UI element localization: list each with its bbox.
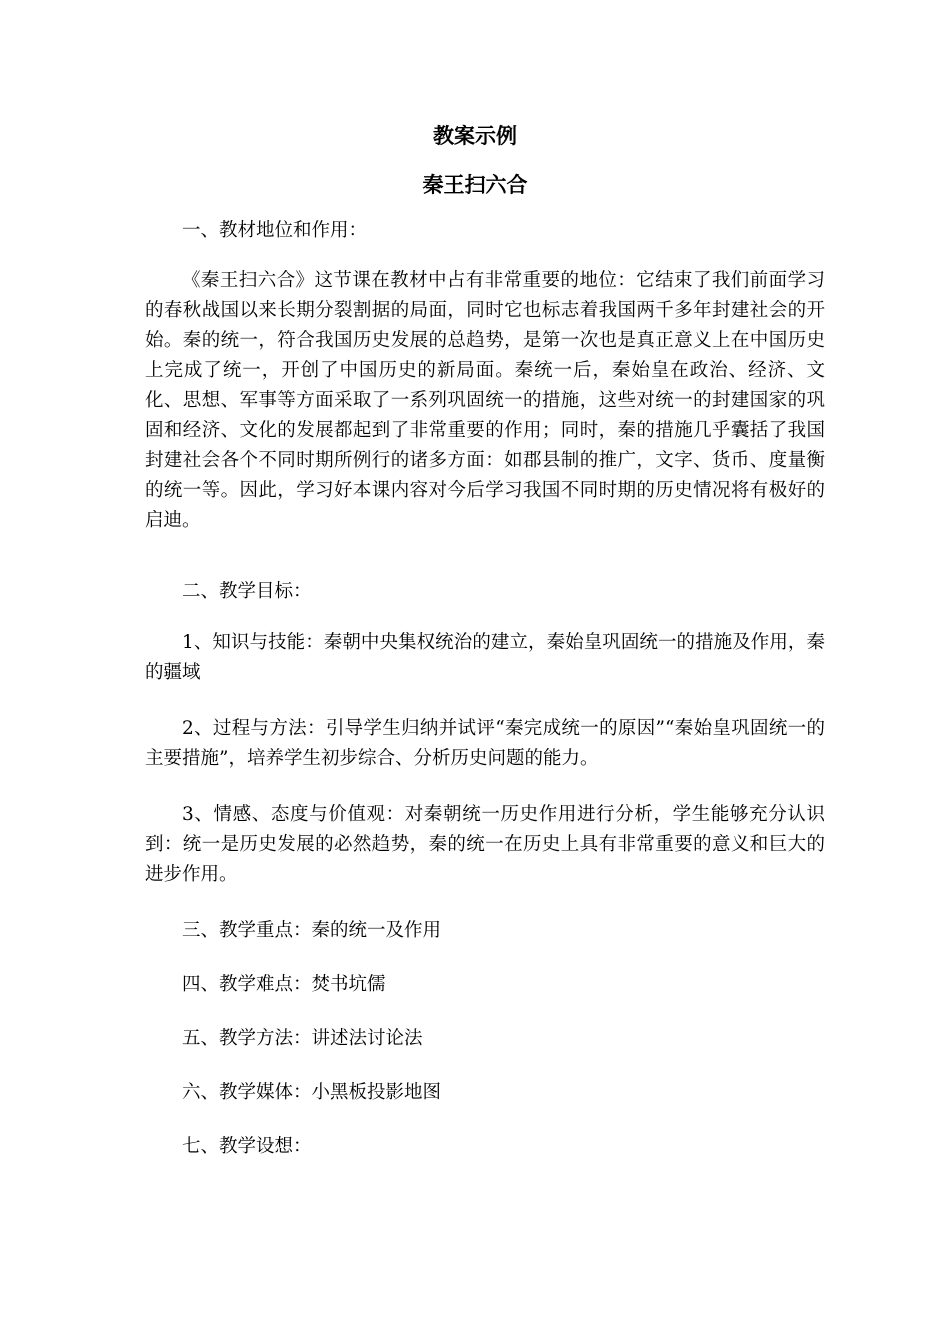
lesson-title: 秦王扫六合: [422, 173, 528, 197]
goal-knowledge: 1、知识与技能：秦朝中央集权统治的建立，秦始皇巩固统一的措施及作用，秦的疆域: [145, 632, 825, 683]
section-method: 五、教学方法：讲述法讨论法: [182, 1028, 423, 1049]
goal-process: 2、过程与方法：引导学生归纳并试评“秦完成统一的原因”“秦始皇巩固统一的主要措施”，培养学生初步综合、分析历史问题的能力。: [145, 718, 825, 769]
section-plan: 七、教学设想：: [182, 1136, 312, 1157]
goal-emotion: 3、情感、态度与价值观：对秦朝统一历史作用进行分析，学生能够充分认识到：统一是历史发展的必然趋势，秦的统一在历史上具有非常重要的意义和巨大的进步作用。: [145, 804, 825, 885]
document-title: 教案示例: [433, 124, 517, 148]
section-difficulty: 四、教学难点：焚书坑儒: [182, 974, 386, 995]
section-media: 六、教学媒体：小黑板投影地图: [182, 1082, 442, 1103]
section-heading-materials: 一、教材地位和作用：: [182, 220, 368, 241]
section-key-point: 三、教学重点：秦的统一及作用: [182, 920, 442, 941]
section-body-materials: 《秦王扫六合》这节课在教材中占有非常重要的地位：它结束了我们前面学习的春秋战国以来长期分裂割据的局面，同时它也标志着我国两千多年封建社会的开始。秦的统一，符合我国历史发展的总趋势，是第一次也是真正意义上在中国历史上完成了统一，开创了中国历史的新局面。秦统一后，秦始皇在政治、经济、文化、思想、军事等方面采取了一系列巩固统一的措施，这些对统一的封建国家的巩固和经济、文化的发展都起到了非常重要的作用；同时，秦的措施几乎囊括了我国封建社会各个不同时期所例行的诸多方面：如郡县制的推广，文字、货币、度量衡的统一等。因此，学习好本课内容对今后学习我国不同时期的历史情况将有极好的启迪。: [145, 270, 825, 531]
section-heading-goals: 二、教学目标：: [182, 581, 312, 602]
